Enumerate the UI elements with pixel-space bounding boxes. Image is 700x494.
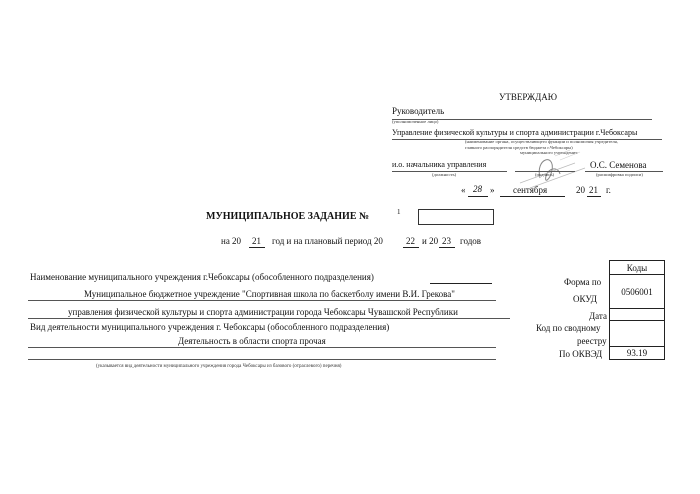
period-prefix: на 20 <box>221 236 242 246</box>
period-mid: год и на плановый период 20 <box>272 236 383 246</box>
period-year2-line <box>403 247 419 248</box>
head-sub: (уполномоченное лицо) <box>392 119 439 124</box>
org-sub-3: муниципального учреждения <box>520 150 578 155</box>
activity-label: Вид деятельности муниципального учреждения г. Чебоксары (обособленного подразделения) <box>30 322 390 332</box>
approve-title: УТВЕРЖДАЮ <box>499 92 558 102</box>
registry-label-1: Код по сводному <box>536 323 601 333</box>
date-year-line <box>587 196 601 197</box>
date-year-prefix: 20 <box>576 185 585 195</box>
date-month: сентября <box>513 185 548 195</box>
okved-label: По ОКВЭД <box>559 349 603 359</box>
codes-header: Коды <box>609 260 665 275</box>
registry-value <box>609 320 665 347</box>
subordination-line <box>28 318 510 319</box>
okved-value: 93.19 <box>609 346 665 360</box>
signer-sub: (расшифровка подписи) <box>596 172 643 177</box>
period-year1: 21 <box>252 236 261 246</box>
activity-line <box>28 347 496 348</box>
form-label-1: Форма по <box>564 277 602 287</box>
form-label-2: ОКУД <box>573 294 597 304</box>
org-sub-1: (наименование органа, осуществляющего функции и полномочия учредителя, <box>465 139 618 144</box>
head-label: Руководитель <box>392 106 445 116</box>
activity-note: (указывается вид деятельности муниципального учреждения города Чебоксары из базового (отраслевого) перечня) <box>96 364 342 369</box>
institution-line <box>28 300 496 301</box>
date-label: Дата <box>589 311 607 321</box>
date-close-quote: » <box>490 185 495 195</box>
activity-value: Деятельность в области спорта прочая <box>178 336 326 346</box>
institution-name-label: Наименование муниципального учреждения г.Чебоксары (обособленного подразделения) <box>30 272 374 282</box>
date-month-line <box>500 196 565 197</box>
org-name: Управление физической культуры и спорта администрации г.Чебоксары <box>392 128 638 137</box>
date-day-line <box>468 196 488 197</box>
registry-label-2: реестру <box>577 336 607 346</box>
task-footnote: 1 <box>397 208 401 216</box>
institution-subordination: управления физической культуры и спорта администрации города Чебоксары Чувашской Республики <box>68 307 458 317</box>
signer-name: О.С. Семенова <box>590 160 647 170</box>
period-year1-line <box>249 247 265 248</box>
okud-value: 0506001 <box>609 274 665 309</box>
period-year3-line <box>439 247 455 248</box>
period-year2: 22 <box>406 236 415 246</box>
date-day: 28 <box>473 184 482 194</box>
period-and: и 20 <box>422 236 439 246</box>
org-sub-2: главного распорядителя средств бюджета г.Чебоксары) <box>465 145 573 150</box>
task-number-box <box>418 209 494 225</box>
position: и.о. начальника управления <box>392 160 487 169</box>
period-year3: 23 <box>442 236 451 246</box>
date-open-quote: « <box>461 185 466 195</box>
date-year-suffix: 21 <box>589 185 598 195</box>
activity-line-2 <box>28 359 496 360</box>
institution-short-line <box>430 283 492 284</box>
date-year-end: г. <box>606 185 611 195</box>
signature-sub: (подпись) <box>535 172 555 177</box>
position-sub: (должность) <box>432 172 457 177</box>
task-title: МУНИЦИПАЛЬНОЕ ЗАДАНИЕ № <box>206 211 370 222</box>
period-suffix: годов <box>460 236 482 246</box>
institution-name: Муниципальное бюджетное учреждение "Спортивная школа по баскетболу имени В.И. Грекова" <box>84 289 455 299</box>
